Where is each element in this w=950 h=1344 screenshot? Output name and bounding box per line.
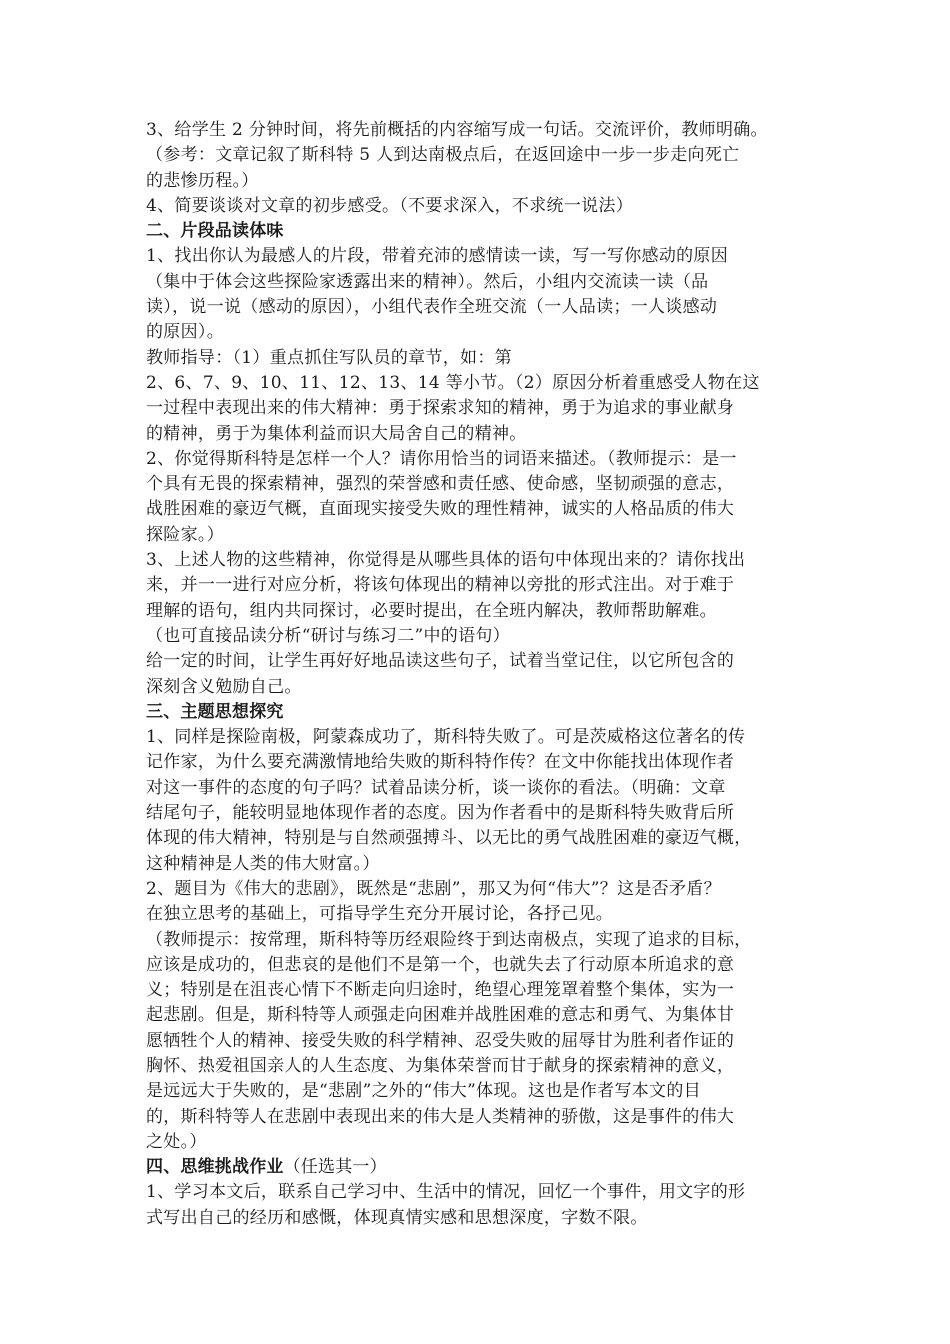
text-line: 对这一事件的态度的句子吗？试着品读分析，谈一谈你的看法。（明确：文章	[146, 777, 726, 798]
section-heading-4-title: 四、思维挑战作业	[146, 1157, 284, 1178]
text-line: 式写出自己的经历和感慨，体现真情实感和思想深度，字数不限。	[146, 1207, 648, 1228]
document-page	[146, 118, 812, 1231]
text-line: 教师指导：（1）重点抓住写队员的章节，如：第	[146, 347, 512, 368]
section-heading-4	[146, 1155, 812, 1180]
text-line: 给一定的时间，让学生再好好地品读这些句子，试着当堂记住，以它所包含的	[146, 651, 735, 672]
text-line: 3、给学生 2 分钟时间，将先前概括的内容缩写成一句话。交流评价，教师明确。	[146, 120, 768, 140]
text-line: 体现的伟大精神，特别是与自然顽强搏斗、以无比的勇气战胜困难的豪迈气概，	[146, 828, 752, 849]
text-line: 是远远大于失败的，是“悲剧”之外的“伟大”体现。这也是作者写本文的目	[146, 1081, 701, 1102]
text-line: 4、简要谈谈对文章的初步感受。（不要求深入，不求统一说法）	[146, 195, 634, 216]
text-line: （集中于体会这些探险家透露出来的精神）。然后，小组内交流读一读（品	[146, 271, 709, 292]
text-line: 2、你觉得斯科特是怎样一个人？请你用恰当的词语来描述。（教师提示：是一	[146, 448, 737, 469]
text-line: 义；特别是在沮丧心情下不断走向归途时，绝望心理笼罩着整个集体，实为一	[146, 980, 735, 1001]
text-line: 结尾句子，能较明显地体现作者的态度。因为作者看中的是斯科特失败背后所	[146, 803, 735, 824]
text-line: 探险家。）	[146, 524, 224, 545]
text-line: 3、上述人物的这些精神，你觉得是从哪些具体的语句中体现出来的？请你找出	[146, 550, 746, 571]
text-line: 应该是成功的，但悲哀的是他们不是第一个，也就失去了行动原本所追求的意	[146, 954, 735, 975]
text-line: 2、6、7、9、10、11、12、13、14 等小节。（2）原因分析着重感受人物在这	[146, 372, 760, 393]
text-line: 在独立思考的基础上，可指导学生充分开展讨论，各抒己见。	[146, 904, 614, 925]
text-line: 战胜困难的豪迈气概，直面现实接受失败的理性精神，诚实的人格品质的伟大	[146, 499, 735, 520]
text-line: 的悲惨历程。）	[146, 170, 259, 191]
text-line: 深刻含义勉励自己。	[146, 676, 302, 697]
text-line: 读），说一说（感动的原因），小组代表作全班交流（一人品读；一人谈感动	[146, 297, 718, 318]
text-line: 1、找出你认为最感人的片段，带着充沛的感情读一读，写一写你感动的原因	[146, 246, 729, 267]
text-line: （参考：文章记叙了斯科特 5 人到达南极点后，在返回途中一步一步走向死亡	[146, 145, 740, 166]
section-heading-2: 二、片段品读体味	[146, 221, 284, 242]
text-line: 的，斯科特等人在悲剧中表现出来的伟大是人类精神的骄傲，这是事件的伟大	[146, 1106, 735, 1127]
text-line: 一过程中表现出来的伟大精神：勇于探索求知的精神，勇于为追求的事业献身	[146, 398, 735, 419]
text-line: 1、同样是探险南极，阿蒙森成功了，斯科特失败了。可是茨威格这位著名的传	[146, 727, 746, 748]
text-line: 来，并一一进行对应分析，将该句体现出的精神以旁批的形式注出。对于难于	[146, 575, 735, 596]
text-line: 记作家，为什么要充满激情地给失败的斯科特作传？在文中你能找出体现作者	[146, 752, 735, 773]
text-line: 1、学习本文后，联系自己学习中、生活中的情况，回忆一个事件，用文字的形	[146, 1182, 746, 1203]
text-line: 2、题目为《伟大的悲剧》，既然是“悲剧”，那又为何“伟大”？这是否矛盾？	[146, 878, 721, 899]
text-line: （也可直接品读分析“研讨与练习二”中的语句）	[146, 625, 510, 646]
text-line: 的精神，勇于为集体利益而识大局舍自己的精神。	[146, 423, 527, 444]
text-line: （教师提示：按常理，斯科特等历经艰险终于到达南极点，实现了追求的目标，	[146, 929, 752, 950]
text-line: 愿牺牲个人的精神、接受失败的科学精神、忍受失败的屈辱甘为胜利者作证的	[146, 1030, 735, 1051]
text-line: 个具有无畏的探索精神，强烈的荣誉感和责任感、使命感，坚韧顽强的意志，	[146, 474, 735, 495]
section-heading-3: 三、主题思想探究	[146, 701, 284, 722]
text-line: 起悲剧。但是，斯科特等人顽强走向困难并战胜困难的意志和勇气、为集体甘	[146, 1005, 735, 1026]
text-line: 的原因）。	[146, 322, 224, 343]
text-line: 之处。）	[146, 1131, 207, 1152]
text-line: 胸怀、热爱祖国亲人的人生态度、为集体荣誉而甘于献身的探索精神的意义，	[146, 1055, 735, 1076]
section-heading-4-note: （任选其一）	[283, 1157, 387, 1178]
text-line: 这种精神是人类的伟大财富。）	[146, 853, 380, 874]
text-line: 理解的语句，组内共同探讨，必要时提出，在全班内解决，教师帮助解难。	[146, 600, 717, 621]
